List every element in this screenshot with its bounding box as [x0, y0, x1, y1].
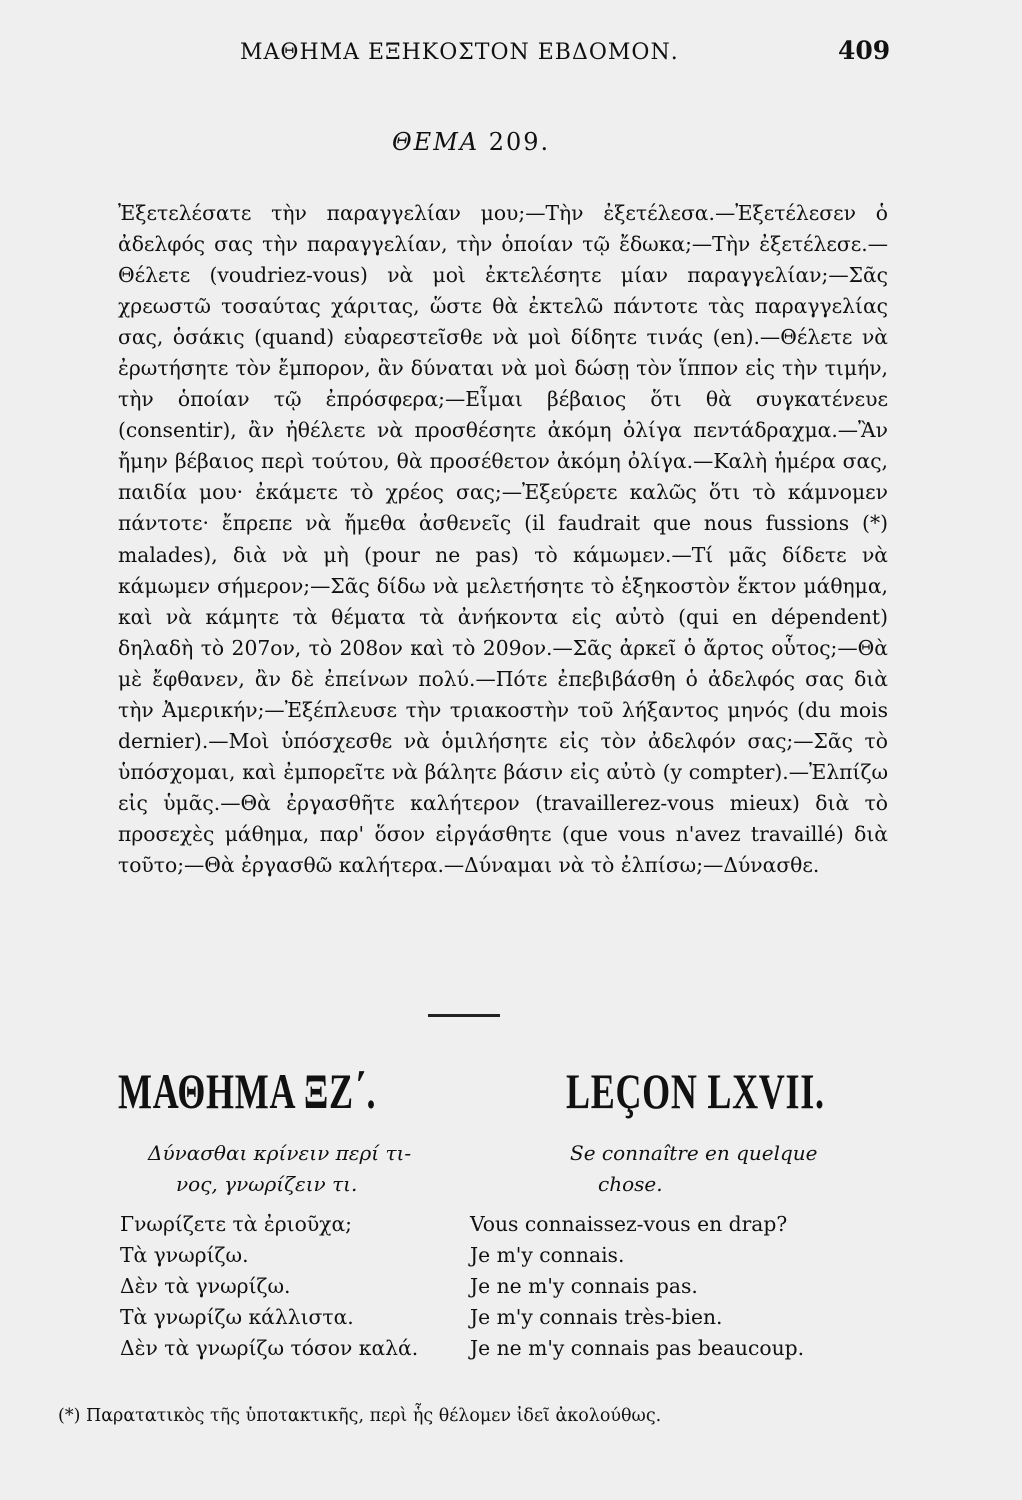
greek-phrase: Δὲν τὰ γνωρίζω. [120, 1274, 291, 1298]
lesson-heading-greek: ΜΑΘΗΜΑ ΞΖ΄. [118, 1063, 377, 1119]
greek-phrase: Δὲν τὰ γνωρίζω τόσον καλά. [120, 1336, 419, 1360]
lesson-subtitle-greek [148, 1138, 488, 1200]
french-phrase: Je ne m'y connais pas. [470, 1274, 698, 1298]
lesson-subtitle-french [570, 1138, 930, 1200]
theme-label: ΘΕΜΑ [392, 128, 480, 156]
subtitle-line: Se connaître en quelque [570, 1141, 818, 1165]
subtitle-line: chose. [598, 1172, 663, 1196]
greek-phrase: Τὰ γνωρίζω κάλλιστα. [120, 1305, 354, 1329]
greek-phrase: Τὰ γνωρίζω. [120, 1243, 249, 1267]
french-phrase: Je ne m'y connais pas beaucoup. [470, 1336, 805, 1360]
theme-heading [392, 128, 550, 156]
theme-number: 209. [488, 128, 551, 156]
footnote: (*) Παρατατικὸς τῆς ὑποτακτικῆς, περὶ ἧς θέλομεν ἰδεῖ ἀκολούθως. [58, 1406, 662, 1426]
french-phrase: Je m'y connais très-bien. [470, 1305, 723, 1329]
section-divider [428, 1014, 500, 1017]
lesson-heading-french: LEÇON LXVII. [566, 1063, 825, 1119]
french-phrase: Je m'y connais. [470, 1243, 625, 1267]
subtitle-line: Δύνασθαι κρίνειν περί τι- [148, 1141, 412, 1165]
exercise-paragraph: Ἐξετελέσατε τὴν παραγγελίαν μου;—Τὴν ἐξετέλεσα.—Ἐξετέλεσεν ὁ ἀδελφός σας τὴν παραγγελίαν, τὴν ὁποίαν τῷ ἔδωκα;—Τὴν ἐξετέλεσε.—Θέλετε (voudriez-vous) νὰ μοὶ ἐκτελέσητε μίαν παραγγελίαν;—Σᾶς χρεωστῶ τοσαύτας χάριτας, ὥστε θὰ ἐκτελῶ πάντοτε τὰς παραγγελίας σας, ὁσάκις (quand) εὐαρεστεῖσθε νὰ μοὶ δίδητε τινάς (en).—Θέλετε νὰ ἐρωτήσητε τὸν ἔμπορον, ἂν δύναται νὰ μοὶ δώσῃ τὸν ἵππον εἰς τὴν τιμήν, τὴν ὁποίαν τῷ ἐπρόσφερα;—Εἶμαι βέβαιος ὅτι θὰ συγκατένευε (consentir), ἂν ἠθέλετε νὰ προσθέσητε ἀκόμη ὀλίγα πεντάδραχμα.—Ἂν ἤμην βέβαιος περὶ τούτου, θὰ προσέθετον ἀκόμη ὀλίγα.—Καλὴ ἡμέρα σας, παιδία μου· ἐκάμετε τὸ χρέος σας;—Ἐξεύρετε καλῶς ὅτι τὸ κάμνομεν πάντοτε· ἔπρεπε νὰ ἤμεθα ἀσθενεῖς (il faudrait que nous fussions (*) malades), διὰ νὰ μὴ (pour ne pas) τὸ κάμωμεν.—Τί μᾶς δίδετε νὰ κάμωμεν σήμερον;—Σᾶς δίδω νὰ μελετήσητε τὸ ἑξηκοστὸν ἕκτον μάθημα, καὶ νὰ κάμητε τὰ θέματα τὰ ἀνήκοντα εἰς αὐτὸ (qui en dépendent) δηλαδὴ τὸ 207ον, τὸ 208ον καὶ τὸ 209ον.—Σᾶς ἀρκεῖ ὁ ἄρτος οὗτος;—Θὰ μὲ ἔφθανεν, ἂν δὲ ἐπείνων πολύ.—Πότε ἐπεβιβάσθη ὁ ἀδελφός σας διὰ τὴν Ἀμερικήν;—Ἐξέπλευσε τὴν τριακοστὴν τοῦ λήξαντος μηνός (du mois dernier).—Μοὶ ὑπόσχεσθε νὰ ὁμιλήσητε εἰς τὸν ἀδελφόν σας;—Σᾶς τὸ ὑπόσχομαι, καὶ ἐμπορεῖτε νὰ βάλητε βάσιν εἰς αὐτὸ (y compter).—Ἐλπίζω εἰς ὑμᾶς.—Θὰ ἐργασθῆτε καλήτερον (travaillerez-vous mieux) διὰ τὸ προσεχὲς μάθημα, παρ' ὅσον εἰργάσθητε (que vous n'avez travaillé) διὰ τοῦτο;—Θὰ ἐργασθῶ καλήτερα.—Δύναμαι νὰ τὸ ἐλπίσω;—Δύνασθε. [118, 201, 888, 877]
running-head-title: ΜΑΘΗΜΑ ΕΞΗΚΟΣΤΟΝ ΕΒΔΟΜΟΝ. [240, 40, 679, 65]
french-phrase: Vous connaissez-vous en drap? [470, 1212, 788, 1236]
page-number: 409 [838, 36, 891, 65]
subtitle-line: νος, γνωρίζειν τι. [176, 1172, 358, 1196]
french-phrase-list [470, 1209, 804, 1364]
greek-phrase: Γνωρίζετε τὰ ἐριοῦχα; [120, 1212, 352, 1236]
greek-phrase-list [120, 1209, 418, 1364]
